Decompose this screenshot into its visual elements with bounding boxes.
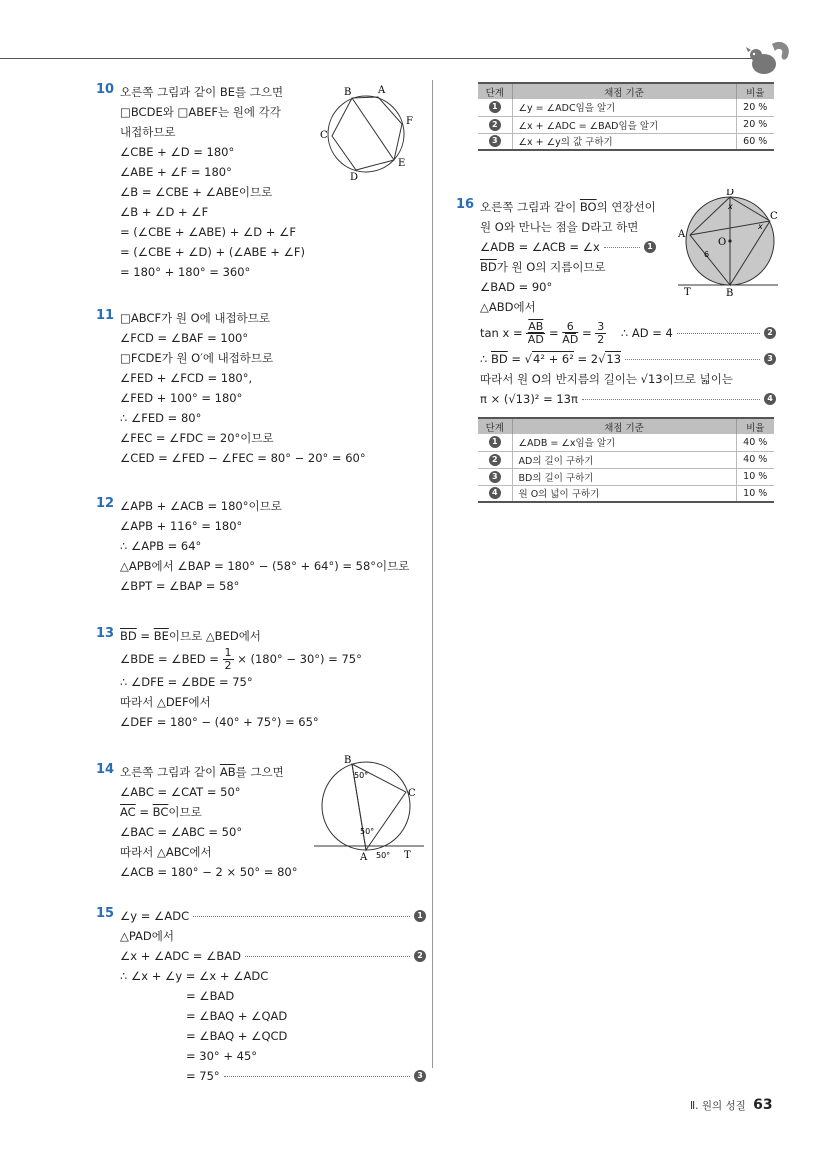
table-header: 단계	[478, 418, 512, 434]
ratio-cell: 10 %	[736, 468, 774, 485]
solution-line: △PAD에서	[120, 929, 174, 943]
solution-line: ∠FED + 100° = 180°	[120, 391, 243, 405]
figure-label: F	[406, 116, 413, 127]
denominator: 2	[224, 659, 232, 672]
solution-line: = ∠BAD	[186, 989, 235, 1003]
table-row	[478, 451, 774, 468]
solution-line	[480, 389, 776, 409]
numerator: 6	[566, 320, 574, 333]
solution-line: = (∠CBE + ∠D) + (∠ABE + ∠F)	[120, 245, 305, 259]
solution-line: ∴ ∠DFE = ∠BDE = 75°	[120, 675, 253, 689]
step-marker: 2	[414, 950, 426, 962]
step-marker: 1	[489, 101, 501, 113]
figure-label: E	[398, 158, 406, 169]
table-row	[478, 485, 774, 502]
criteria-cell: ∠x + ∠y의 값 구하기	[512, 133, 736, 150]
text-part: =	[545, 326, 563, 340]
solution-line: 내접하므로	[120, 125, 176, 139]
problem-11	[96, 308, 426, 468]
criteria-cell: AD의 길이 구하기	[512, 451, 736, 468]
squirrel-mascot-icon	[742, 38, 792, 78]
section-title: Ⅱ. 원의 성질	[690, 1100, 746, 1112]
problem-10	[96, 82, 426, 282]
step-cell	[478, 434, 512, 451]
ratio-cell: 20 %	[736, 99, 774, 116]
text-part: ∠x + ∠ADC = ∠BAD	[120, 949, 241, 963]
left-column	[96, 82, 426, 1086]
text-part: =	[136, 629, 154, 643]
figure-10	[318, 84, 418, 180]
solution-line: ∠BAC = ∠ABC = 50°	[120, 825, 243, 839]
solution-line: ∴ ∠FED = 80°	[120, 411, 202, 425]
fraction	[526, 321, 545, 346]
header-rule	[0, 58, 760, 59]
scoring-table-15	[478, 82, 774, 151]
step-marker: 4	[764, 393, 776, 405]
solution-line: ∠ACB = 180° − 2 × 50° = 80°	[120, 865, 298, 879]
segment-bo: $\overline{BO}$	[579, 200, 597, 214]
step-marker: 3	[414, 1070, 426, 1082]
solution-line: △APB에서 ∠BAP = 180° − (58° + 64°) = 58°이므로	[120, 559, 410, 573]
step-cell	[478, 485, 512, 502]
solution-line: = ∠BAQ + ∠QAD	[186, 1009, 288, 1023]
figure-16	[678, 189, 778, 297]
text-part: 의 연장선이	[596, 200, 656, 214]
segment-ab: $\overline{AB}$	[219, 765, 236, 779]
step-cell	[478, 451, 512, 468]
step-marker: 1	[414, 910, 426, 922]
ratio-cell: 40 %	[736, 451, 774, 468]
criteria-cell: ∠x + ∠ADC = ∠BAD임을 알기	[512, 116, 736, 133]
text-part: ∠BDE = ∠BED =	[120, 652, 223, 666]
criteria-cell: BD의 길이 구하기	[512, 468, 736, 485]
solution-line	[480, 237, 656, 257]
figure-label: C	[770, 211, 778, 222]
text-part: ∠y = ∠ADC	[120, 909, 190, 923]
solution-line: 따라서 △ABC에서	[120, 845, 212, 859]
text-part: × (180° − 30°) = 75°	[233, 652, 362, 666]
solution-line: ∠DEF = 180° − (40° + 75°) = 65°	[120, 715, 319, 729]
solution-line: = 30° + 45°	[186, 1049, 258, 1063]
page-number: 63	[753, 1097, 773, 1113]
denominator: AD	[562, 333, 579, 346]
table-row	[478, 116, 774, 133]
numerator: 3	[597, 320, 605, 333]
problem-16	[456, 189, 778, 413]
text-part: 이므로	[168, 805, 202, 819]
step-marker: 4	[489, 487, 501, 499]
figure-label: T	[404, 850, 411, 860]
numerator: 1	[224, 646, 232, 659]
table-header: 비율	[736, 83, 774, 99]
numerator: $\overline{AB}$	[528, 320, 544, 333]
table-row	[478, 434, 774, 451]
text-part: ∴	[480, 352, 491, 366]
text-part: tan x =	[480, 326, 527, 340]
solution-line: ∠B + ∠D + ∠F	[120, 205, 209, 219]
leader-dots	[677, 333, 760, 334]
text-part: 오른쪽 그림과 같이	[120, 765, 220, 779]
step-cell	[478, 468, 512, 485]
text-part: =	[578, 326, 596, 340]
step-marker: 2	[489, 454, 501, 466]
solution-line: ∠BAD = 90°	[480, 280, 553, 294]
solution-line: ∴ ∠APB = 64°	[120, 539, 202, 553]
figure-label: 6	[704, 250, 710, 259]
step-cell	[478, 133, 512, 150]
leader-dots	[625, 359, 760, 360]
page-footer	[690, 1097, 773, 1113]
figure-label: A	[678, 229, 686, 240]
step-marker: 2	[764, 327, 776, 339]
ratio-cell: 60 %	[736, 133, 774, 150]
angle-label: 50°	[354, 771, 369, 780]
text-part: = 2√	[573, 352, 606, 366]
text-part: 이므로 △BED에서	[168, 629, 261, 643]
figure-label: D	[726, 189, 735, 198]
problem-number: 11	[96, 308, 115, 323]
leader-dots	[604, 247, 640, 248]
ratio-cell: 20 %	[736, 116, 774, 133]
problem-number: 16	[456, 197, 475, 212]
problem-number: 10	[96, 82, 115, 97]
table-header: 단계	[478, 83, 512, 99]
solution-line: ∠FCD = ∠BAF = 100°	[120, 331, 249, 345]
solution-line: △ABD에서	[480, 300, 536, 314]
segment-bd: $\overline{BD}$	[490, 352, 508, 366]
solution-line: ∴ ∠x + ∠y = ∠x + ∠ADC	[120, 969, 269, 983]
denominator: AD	[527, 333, 544, 346]
figure-14	[314, 754, 424, 860]
figure-label: x	[758, 222, 763, 231]
denominator: 2	[597, 333, 605, 346]
problem-12	[96, 496, 426, 596]
table-row	[478, 133, 774, 150]
solution-line: ∠APB + ∠ACB = 180°이므로	[120, 499, 282, 513]
ratio-cell: 40 %	[736, 434, 774, 451]
figure-label: A	[360, 852, 368, 860]
table-header: 비율	[736, 418, 774, 434]
step-cell	[478, 116, 512, 133]
leader-dots	[224, 1076, 410, 1077]
radicand: 4² + 6²	[533, 352, 574, 366]
problem-13	[96, 626, 426, 732]
radicand: 13	[606, 352, 622, 366]
bd-equation	[480, 349, 621, 369]
fraction	[562, 321, 578, 346]
solution-line: ∠APB + 116° = 180°	[120, 519, 243, 533]
text-part: ∴ AD = 4	[620, 326, 673, 340]
figure-label: B	[726, 288, 734, 297]
figure-label: B	[344, 87, 352, 98]
figure-label: D	[350, 172, 359, 180]
text-part: 오른쪽 그림과 같이	[480, 200, 580, 214]
solution-line: ∠ABE + ∠F = 180°	[120, 165, 232, 179]
problem-15	[96, 906, 426, 1086]
problem-number: 14	[96, 762, 115, 777]
angle-label: 50°	[360, 827, 375, 836]
solution-line: □BCDE와 □ABEF는 원에 각각	[120, 105, 281, 119]
figure-label: C	[320, 130, 328, 141]
table-row	[478, 99, 774, 116]
solution-line: ∠CBE + ∠D = 180°	[120, 145, 235, 159]
solution-line	[480, 349, 776, 369]
arc-bc: $\overline{BC}$	[152, 805, 169, 819]
solution-line	[120, 1066, 426, 1086]
scoring-table-16	[478, 417, 774, 503]
ratio-cell: 10 %	[736, 485, 774, 502]
leader-dots	[245, 956, 410, 957]
fraction	[223, 647, 234, 672]
solution-line: 오른쪽 그림과 같이 BE를 그으면	[120, 85, 284, 99]
step-marker: 1	[644, 241, 656, 253]
figure-label: B	[344, 755, 352, 766]
solution-line: = ∠BAQ + ∠QCD	[186, 1029, 288, 1043]
table-header: 채점 기준	[512, 418, 736, 434]
step-marker: 3	[764, 353, 776, 365]
step-marker: 3	[489, 135, 501, 147]
criteria-cell: 원 O의 넓이 구하기	[512, 485, 736, 502]
angle-label: 50°	[376, 851, 391, 860]
leader-dots	[193, 916, 410, 917]
text-part: = 75°	[186, 1069, 220, 1083]
step-cell	[478, 99, 512, 116]
solution-line: ∠CED = ∠FED − ∠FEC = 80° − 20° = 60°	[120, 451, 366, 465]
text-part: 를 그으면	[235, 765, 284, 779]
fraction	[595, 321, 606, 346]
solution-line: ∠ABC = ∠CAT = 50°	[120, 785, 241, 799]
problem-number: 15	[96, 906, 115, 921]
segment-bd: $\overline{BD}$	[120, 629, 137, 643]
solution-line	[120, 906, 426, 926]
solution-line	[120, 646, 426, 672]
arc-ac: $\overline{AC}$	[120, 805, 136, 819]
step-marker: 2	[489, 119, 501, 131]
criteria-cell: ∠y = ∠ADC임을 알기	[512, 99, 736, 116]
text-part: 가 원 O의 지름이므로	[496, 260, 606, 274]
solution-line: 따라서 원 O의 반지름의 길이는 √13이므로 넓이는	[480, 372, 733, 386]
figure-label: A	[378, 85, 386, 96]
solution-line	[120, 946, 426, 966]
figure-label: T	[684, 287, 691, 297]
step-marker: 3	[489, 471, 501, 483]
tan-equation	[480, 317, 673, 349]
solution-line	[120, 626, 426, 646]
problem-number: 12	[96, 496, 115, 511]
step-marker: 1	[489, 436, 501, 448]
problem-number: 13	[96, 626, 115, 641]
table-row	[478, 468, 774, 485]
figure-label: x	[728, 202, 733, 211]
criteria-cell: ∠ADB = ∠x임을 알기	[512, 434, 736, 451]
solution-line: ∠B = ∠CBE + ∠ABE이므로	[120, 185, 273, 199]
figure-label: C	[408, 788, 416, 799]
right-column	[456, 82, 776, 503]
segment-bd: $\overline{BD}$	[480, 260, 497, 274]
text-part: =	[135, 805, 153, 819]
figure-label: O	[718, 237, 727, 248]
solution-line: □FCDE가 원 O′에 내접하므로	[120, 351, 274, 365]
solution-line: 원 O와 만나는 점을 D라고 하면	[480, 220, 639, 234]
leader-dots	[582, 399, 760, 400]
solution-line: □ABCF가 원 O에 내접하므로	[120, 311, 270, 325]
text-part: ∠ADB = ∠ACB = ∠x	[480, 240, 600, 254]
text-part: π × (√13)² = 13π	[480, 392, 578, 406]
solution-line: = 180° + 180° = 360°	[120, 265, 251, 279]
solution-line: ∠BPT = ∠BAP = 58°	[120, 579, 240, 593]
solution-line	[480, 317, 776, 349]
text-part: = √	[507, 352, 533, 366]
problem-14	[96, 755, 426, 882]
table-header: 채점 기준	[512, 83, 736, 99]
column-divider	[432, 80, 433, 1068]
solution-line: ∠FED + ∠FCD = 180°,	[120, 371, 253, 385]
solution-line: ∠FEC = ∠FDC = 20°이므로	[120, 431, 274, 445]
solution-line: 따라서 △DEF에서	[120, 695, 211, 709]
solution-line: = (∠CBE + ∠ABE) + ∠D + ∠F	[120, 225, 297, 239]
segment-be: $\overline{BE}$	[153, 629, 169, 643]
